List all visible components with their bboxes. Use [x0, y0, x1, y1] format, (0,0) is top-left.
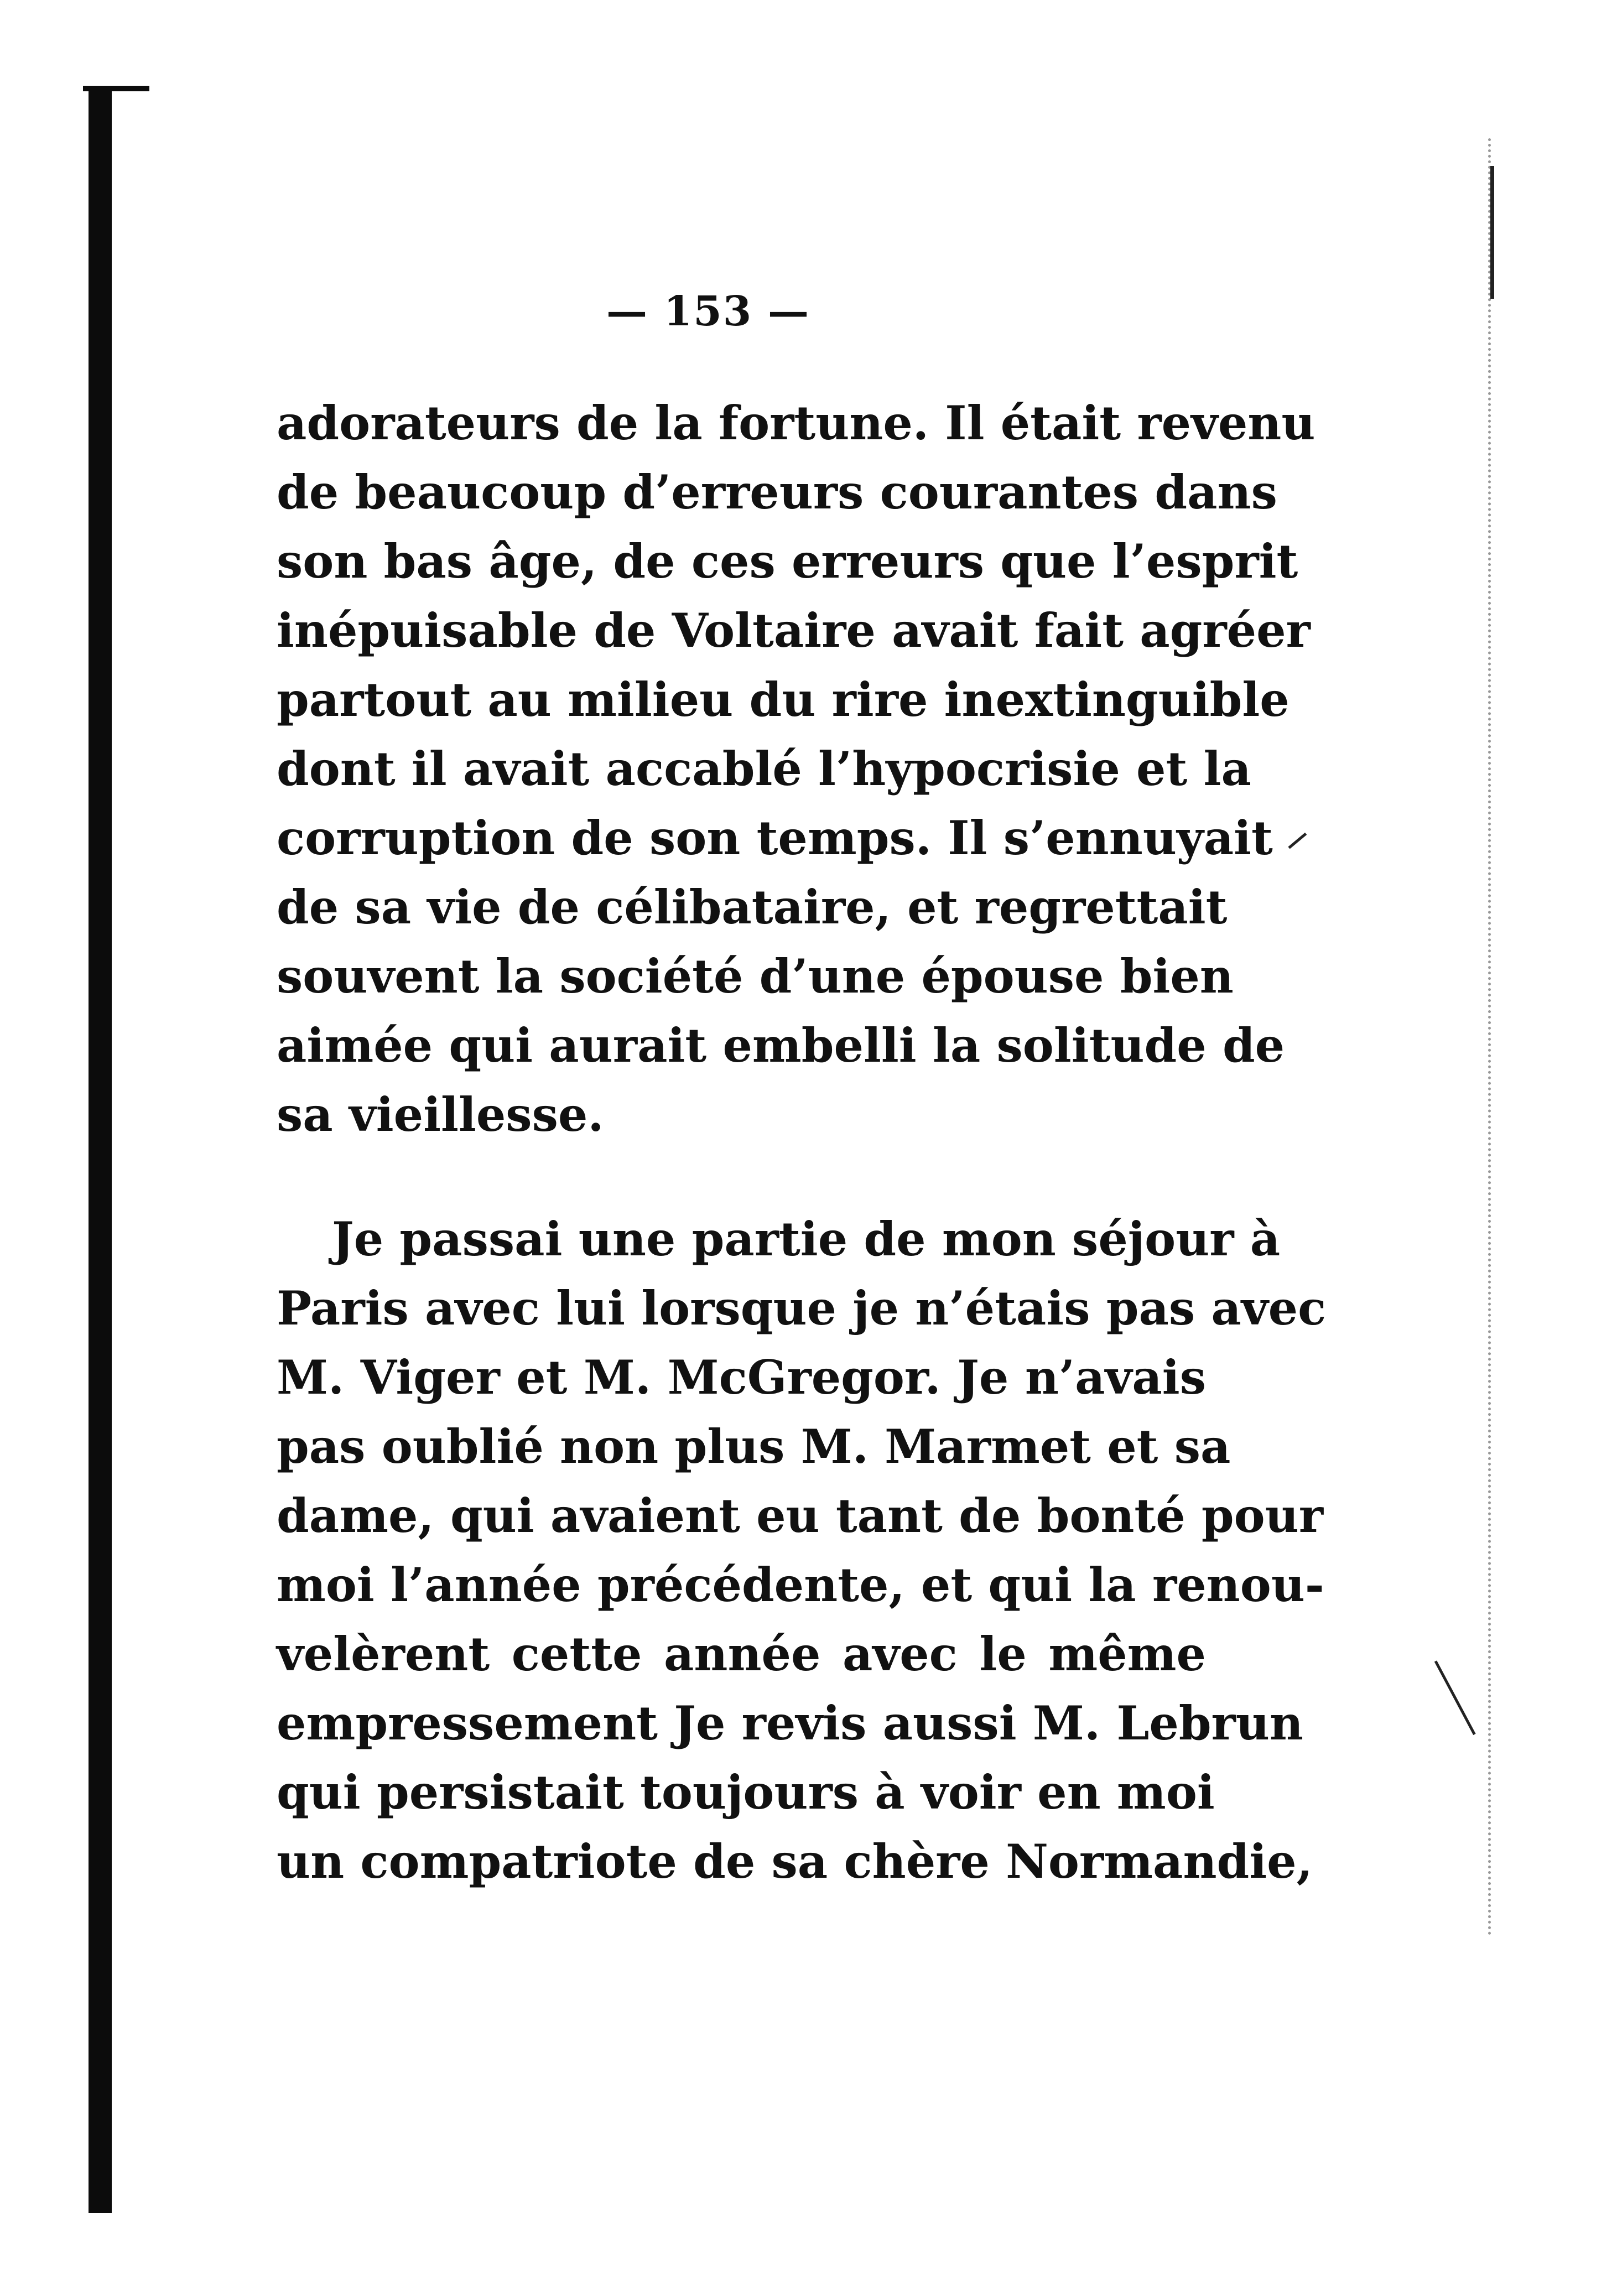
- text-line: un compatriote de sa chère Normandie,: [277, 1834, 1313, 1889]
- text-line: corruption de son temps. Il s’ennuyait: [277, 811, 1273, 865]
- text-line: moi l’année précédente, et qui la renou-: [277, 1557, 1324, 1612]
- text-line: qui persistait toujours à voir en moi: [277, 1765, 1215, 1820]
- text-line: de beaucoup d’erreurs courantes dans: [277, 465, 1277, 520]
- page-number: — 153 —: [606, 288, 810, 335]
- binding-edge: [89, 86, 112, 2213]
- scan-edge-bar: [1490, 166, 1494, 299]
- text-line: adorateurs de la fortune. Il était revenu: [277, 396, 1316, 450]
- text-line: velèrent cette année avec le même: [277, 1627, 1206, 1681]
- text-line: M. Viger et M. McGregor. Je n’avais: [277, 1350, 1206, 1405]
- text-line: dont il avait accablé l’hypocrisie et la: [277, 741, 1251, 796]
- text-line: Paris avec lui lorsque je n’étais pas avec: [277, 1281, 1327, 1336]
- scan-speckles: [1488, 138, 1494, 1936]
- text-line: pas oublié non plus M. Marmet et sa: [277, 1419, 1231, 1474]
- text-line: partout au milieu du rire inextinguible: [277, 672, 1290, 727]
- stray-mark: [1288, 833, 1307, 849]
- text-line: son bas âge, de ces erreurs que l’esprit: [277, 534, 1298, 589]
- text-line: aimée qui aurait embelli la solitude de: [277, 1018, 1285, 1073]
- stray-mark: [1434, 1660, 1476, 1735]
- text-line: empressement Je revis aussi M. Lebrun: [277, 1696, 1303, 1750]
- text-line: souvent la société d’une épouse bien: [277, 949, 1234, 1004]
- text-line: Je passai une partie de mon séjour à: [332, 1212, 1281, 1266]
- text-line: dame, qui avaient eu tant de bonté pour: [277, 1488, 1324, 1543]
- text-line: sa vieillesse.: [277, 1087, 604, 1142]
- text-line: inépuisable de Voltaire avait fait agréer: [277, 603, 1311, 658]
- text-line: de sa vie de célibataire, et regrettait: [277, 880, 1228, 934]
